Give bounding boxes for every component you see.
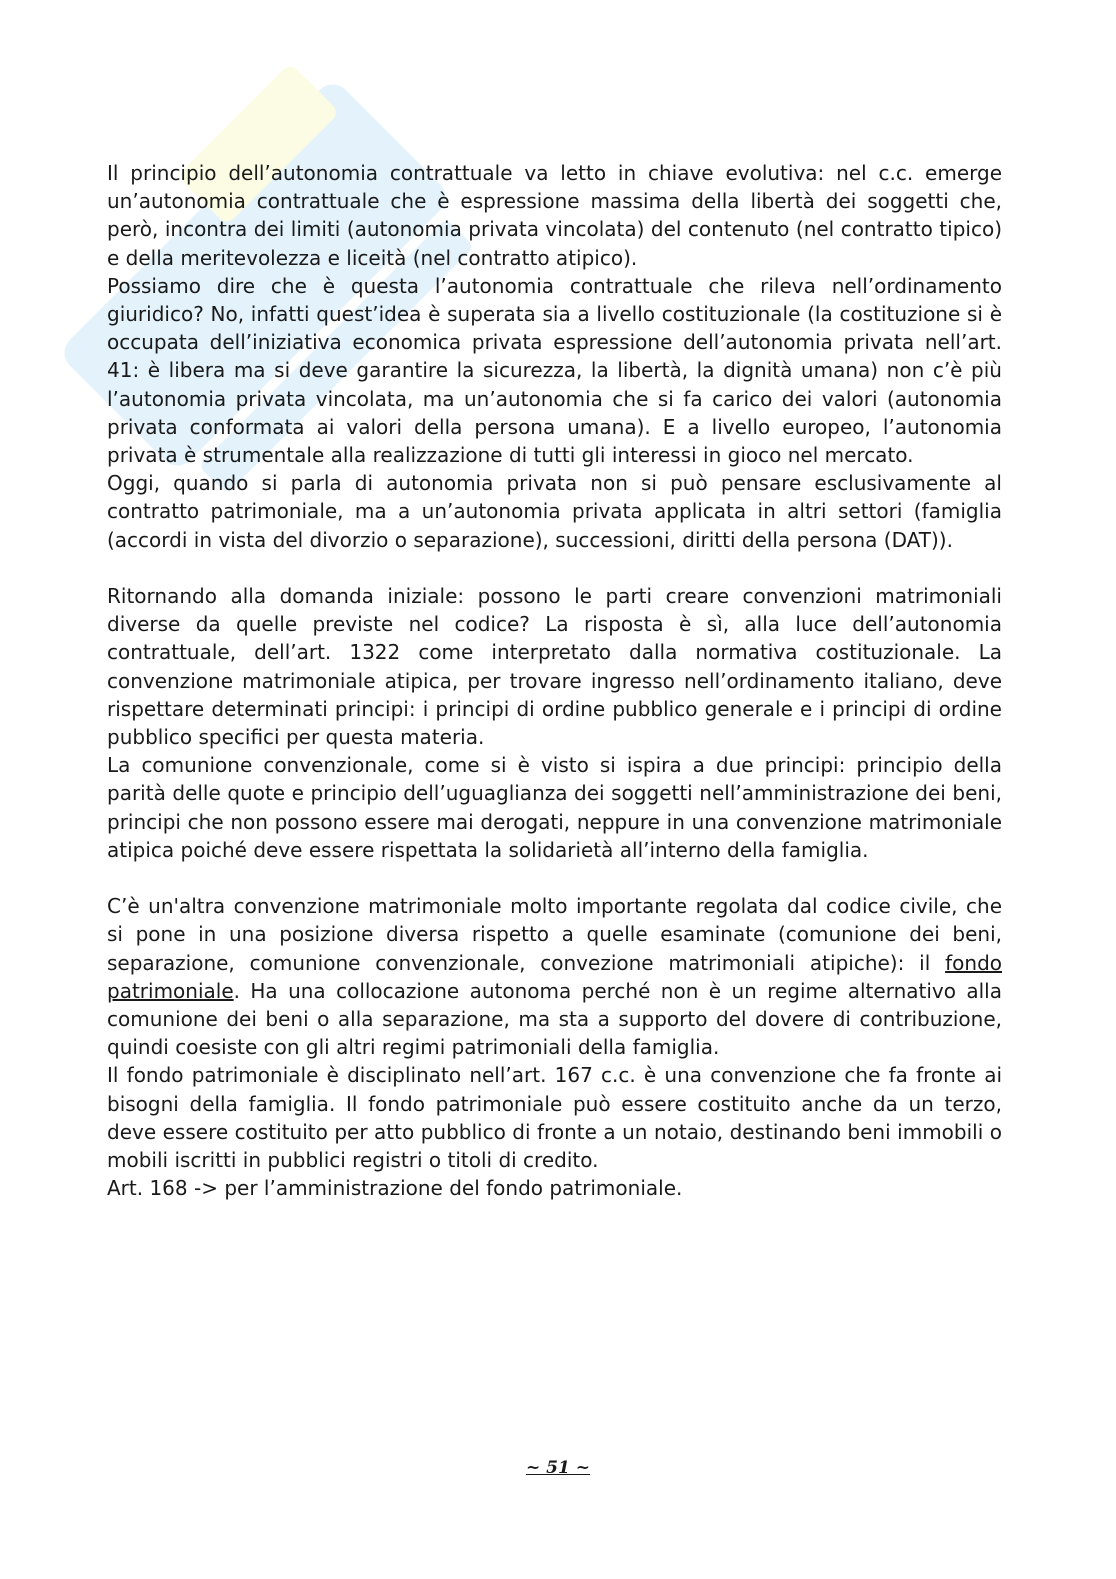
- paragraph-art-167: Il fondo patrimoniale è disciplinato nell’art. 167 c.c. è una convenzione che fa fronte ai bisogni della famiglia. Il fondo patrimoniale può essere costituito anche da un terzo, deve essere costituito per atto pubblico di fronte a un notaio, destinando beni immobili o mobili iscritti in pubblici registri o titoli di credito.: [107, 1063, 1002, 1173]
- fondo-text-before: C’è un'altra convenzione matrimoniale molto importante regolata dal codice civile, che si pone in una posizione diversa rispetto a quelle esaminate (comunione dei beni, separazione, comunione convenzionale, convezione matrimoniali atipiche): il: [107, 894, 1002, 975]
- paragraph-autonomia: Il principio dell’autonomia contrattuale va letto in chiave evolutiva: nel c.c. emerge un’autonomia contrattuale che è espressione massima della libertà dei soggetti che, però, incontra dei limiti (autonomia privata vincolata) del contenuto (nel contratto tipico) e della meritevolezza e liceità (nel contratto atipico).: [107, 161, 1002, 270]
- fondo-text-after: . Ha una collocazione autonoma perché non è un regime alternativo alla comunione dei beni o alla separazione, ma sta a supporto del dovere di contribuzione, quindi coesiste con gli altri regimi patrimoniali della famiglia.: [107, 978, 1002, 1060]
- page-number: ~ 51 ~: [526, 1458, 590, 1478]
- paragraph-ordinamento: Possiamo dire che è questa l’autonomia contrattuale che rileva nell’ordinamento giuridico? No, infatti quest’idea è superata sia a livello costituzionale (la costituzione si è occupata dell’iniziativa economica privata espressione dell’autonomia privata nell’art. 41: è libera ma si deve garantire la sicurezza, la libertà, la dignità umana) non c’è più l’autonomia privata vincolata, ma un’autonomia che si fa carico dei valori (autonomia privata conformata ai valori della persona umana). E a livello europeo, l’autonomia privata è strumentale alla realizzazione di tutti gli interessi in gioco nel mercato.: [107, 273, 1002, 468]
- fondo-patrimoniale-term: fondo patrimoniale: [107, 950, 1002, 1003]
- paragraph-ritornando: Ritornando alla domanda iniziale: possono le parti creare convenzioni matrimoniali diverse da quelle previste nel codice? La risposta è sì, alla luce dell’autonomia contrattuale, dell’art. 1322 come interpretato dalla normativa costituzionale. La convenzione matrimoniale atipica, per trovare ingresso nell’ordinamento italiano, deve rispettare determinati principi: i principi di ordine pubblico generale e i principi di ordine pubblico specifici per questa materia.: [107, 584, 1002, 750]
- document-body: [107, 159, 1002, 1202]
- paragraph-art-168: Art. 168 -> per l’amministrazione del fondo patrimoniale.: [107, 1176, 683, 1201]
- paragraph-oggi: Oggi, quando si parla di autonomia privata non si può pensare esclusivamente al contratto patrimoniale, ma a un’autonomia privata applicata in altri settori (famiglia (accordi in vista del divorzio o separazione), successioni, diritti della persona (DAT)).: [107, 471, 1002, 552]
- paragraph-comunione-convenzionale: La comunione convenzionale, come si è visto si ispira a due principi: principio della parità delle quote e principio dell’uguaglianza dei soggetti nell’amministrazione dei beni, principi che non possono essere mai derogati, neppure in una convenzione matrimoniale atipica poiché deve essere rispettata la solidarietà all’interno della famiglia.: [107, 753, 1002, 862]
- paragraph-fondo-patrimoniale: [107, 892, 1002, 1061]
